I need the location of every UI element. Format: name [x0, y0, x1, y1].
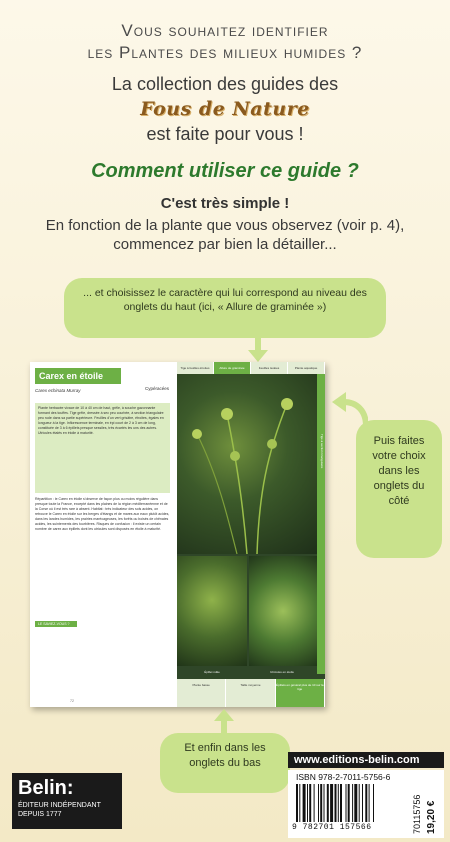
price: 19,20 € [426, 800, 437, 834]
book-right-page [177, 362, 325, 707]
headline-line-1: Vous souhaitez identifier [121, 21, 329, 40]
photo-caption: Épillet mâle [204, 670, 220, 674]
bubble-bottom-text: Et enfin dans les onglets du bas [184, 742, 266, 769]
carex-illustration [177, 374, 317, 554]
book-bottom-tab-active: Épillets en général plus de 10 sur la tige [276, 679, 325, 707]
barcode-digits: 9 782701 157566 [292, 823, 372, 832]
book-bottom-tab: Taille moyenne [226, 679, 275, 707]
collection-line: La collection des guides des [111, 74, 339, 94]
book-family: Cypéracées [144, 386, 169, 391]
book-species: Carex echinata Murray [35, 388, 81, 393]
belin-tagline-2: DEPUIS 1777 [18, 811, 62, 818]
fous-de-nature-logo: Fous de Nature [140, 98, 310, 120]
howto-title: Comment utiliser ce guide ? [91, 160, 359, 182]
instructions-text: En fonction de la plante que vous observez (voir p. 4), commencez par bien la détailler... [45, 217, 405, 253]
simple-text: C'est très simple ! [160, 195, 290, 212]
book-page-number: 72 [70, 699, 74, 703]
isbn-text: ISBN 978-2-7011-5756-6 [296, 772, 391, 782]
belin-tagline [18, 801, 116, 819]
book-tab: Plante aquatique [288, 362, 325, 374]
isbn-vertical: 70115756 [412, 794, 422, 834]
belin-tagline-1: ÉDITEUR INDÉPENDANT [18, 802, 101, 809]
bubble-side-tabs [356, 420, 442, 558]
book-tab: Tige à feuilles étroites [177, 362, 214, 374]
book-tab-active: Allure de graminée [214, 362, 251, 374]
book-description-box: Plante herbacée vivace de 10 à 40 cm de haut, grêle, à souche gazonnante formant des touffes. Tige grêle, dressée à sec peu courbée, à section triangulaire peu rude dans sa partie supérieure. Feuilles d'un vert grisâtre, étroites, égales en longueur à la tige. Inflorescence terminale, en épi court de 2 à 3 cm de long, constituée de 3 à 6 épillets presque sessiles, très écartés les uns des autres. Utricules étalés en étoile à maturité. [35, 403, 170, 493]
book-bottom-tab: Plante basse [177, 679, 226, 707]
book-note-label: LE SAVIEZ-VOUS ? [35, 621, 77, 627]
cover-headline [0, 20, 450, 64]
book-body-text: Répartition : le Carex en étoile s'observe de façon plus ou moins régulière dans presque toute la France, excepté dans les plaines de la région méditerranéenne et de la Corse où il est très rare à absent. Habitat : très indicateur des sols acides, on retrouve le Carex en étoile sur les berges d'étangs et de mares aux eaux plutôt acides, dans les landes humides, les prairies marécageuses, les forêts ou boisés de chênaies acides, les suintements des tourbières. Risques de confusion : il existe un certain nombre de carex aux épillets dont les utricules sont disposés en étoile à maturité. [35, 497, 170, 531]
bubble-bottom-tabs [160, 733, 290, 793]
bubble-top-text: ... et choisissez le caractère qui lui correspond au niveau des onglets du haut (ici, « Allure de graminée ») [83, 287, 367, 313]
book-left-page [30, 362, 175, 707]
barcode-panel [288, 770, 444, 838]
bubble-side-text: Puis faites votre choix dans les onglets du côté [372, 435, 426, 507]
belin-logo [12, 773, 122, 829]
photo-caption: Utricules en étoile [270, 670, 294, 674]
arrow-curved-icon [332, 392, 368, 426]
book-side-tabs [317, 374, 325, 674]
book-tab: Feuilles isolées [251, 362, 288, 374]
publisher-website[interactable]: www.editions-belin.com [288, 752, 444, 768]
book-page-title: Carex en étoile [35, 368, 121, 384]
bubble-top-tabs [64, 278, 386, 338]
belin-brand: Belin: [18, 777, 74, 799]
book-preview [30, 362, 325, 707]
carex-main-photo [177, 374, 317, 554]
collection-line-2: est faite pour vous ! [146, 124, 304, 144]
arrow-up-icon [214, 709, 234, 733]
headline-line-2: les Plantes des milieux humides ? [87, 43, 363, 62]
barcode-icon [296, 784, 406, 822]
book-top-tabs [177, 362, 325, 374]
carex-detail-photo-2 [249, 556, 317, 666]
carex-detail-photo-1 [177, 556, 247, 666]
book-side-label: Tige à section triangulaire [320, 434, 324, 469]
arrow-down-icon [248, 338, 268, 362]
book-bottom-tabs [177, 679, 325, 707]
